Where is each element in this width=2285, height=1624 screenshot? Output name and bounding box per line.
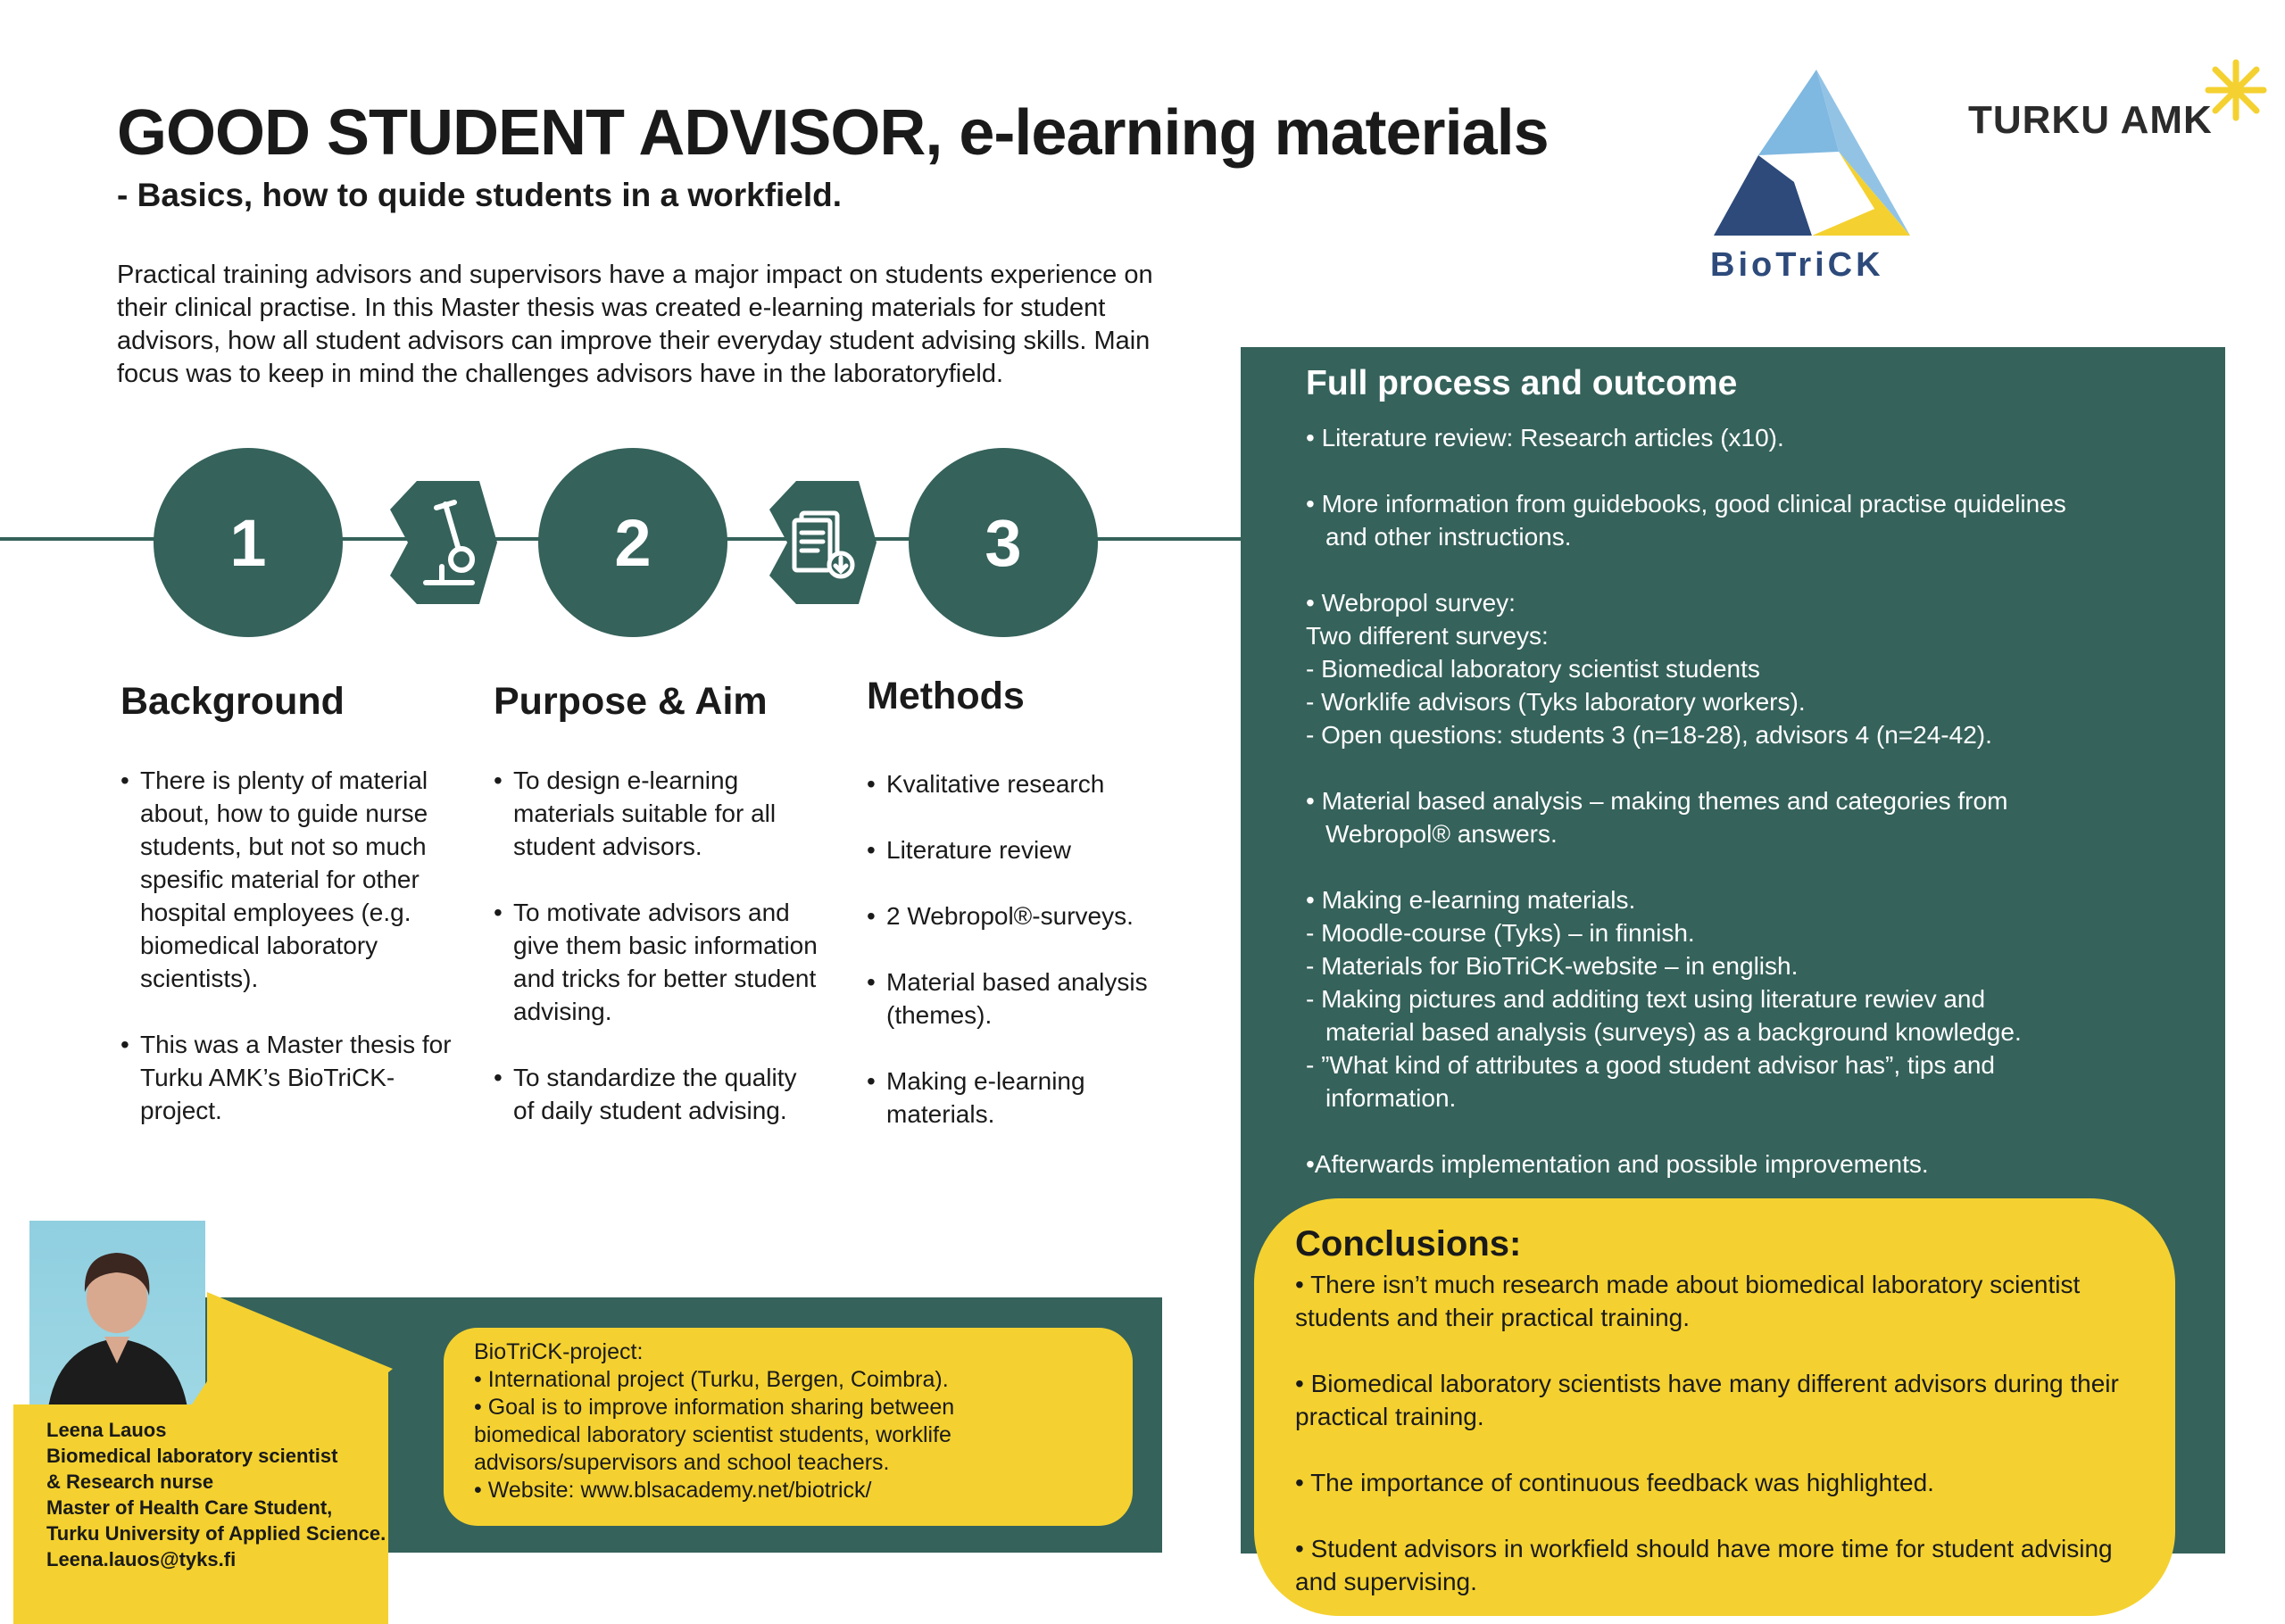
process-line: - Worklife advisors (Tyks laboratory workers). xyxy=(1306,688,1806,716)
process-line: and other instructions. xyxy=(1325,523,1572,551)
list-item: • 2 Webropol®-surveys. xyxy=(867,899,1188,932)
methods-list xyxy=(867,767,1188,1164)
conclusion-item: • The importance of continuous feedback was highlighted. xyxy=(1295,1469,1934,1496)
conclusion-item: • Student advisors in workfield should have more time for student advising and supervising. xyxy=(1295,1535,2113,1595)
step-1-circle: 1 xyxy=(154,448,343,637)
background-heading: Background xyxy=(120,680,345,723)
process-text xyxy=(1306,421,2198,1181)
process-line: Webropol® answers. xyxy=(1325,820,1558,848)
process-line: - Materials for BioTriCK-website – in english. xyxy=(1306,952,1799,980)
conclusions-box xyxy=(1254,1198,2175,1616)
author-info xyxy=(46,1417,386,1572)
process-line: material based analysis (surveys) as a background knowledge. xyxy=(1325,1018,2022,1046)
project-info-box xyxy=(444,1328,1133,1526)
microscope-icon xyxy=(390,477,497,608)
author-role: Biomedical laboratory scientist xyxy=(46,1445,338,1467)
process-line: • Webropol survey: xyxy=(1306,589,1516,617)
document-download-icon xyxy=(769,477,877,608)
process-line: information. xyxy=(1325,1084,1457,1112)
author-name: Leena Lauos xyxy=(46,1419,167,1441)
poster-subtitle: - Basics, how to quide students in a workfield. xyxy=(117,177,843,213)
process-line: • Material based analysis – making themes and categories from xyxy=(1306,787,2008,815)
list-item: • To motivate advisors and give them basic information and tricks for better student advising. xyxy=(494,896,824,1028)
purpose-heading: Purpose & Aim xyxy=(494,680,768,723)
star-asterisk-icon xyxy=(2205,59,2267,121)
list-item: • Kvalitative research xyxy=(867,767,1188,800)
project-line: advisors/supervisors and school teachers. xyxy=(474,1450,890,1475)
process-line: - Open questions: students 3 (n=18-28), advisors 4 (n=24-42). xyxy=(1306,721,1992,749)
step-3-circle: 3 xyxy=(909,448,1098,637)
project-line: • Goal is to improve information sharing between xyxy=(474,1395,955,1420)
step-2-circle: 2 xyxy=(538,448,727,637)
process-line: - Moodle-course (Tyks) – in finnish. xyxy=(1306,919,1695,947)
purpose-list xyxy=(494,764,824,1160)
list-item: • To design e-learning materials suitable for all student advisors. xyxy=(494,764,824,863)
process-line: • Literature review: Research articles (x10). xyxy=(1306,424,1784,452)
author-role: Master of Health Care Student, xyxy=(46,1496,333,1519)
biotrick-logo-icon xyxy=(1705,66,1919,244)
list-item: • This was a Master thesis for Turku AMK’s BioTriCK-project. xyxy=(120,1028,455,1127)
project-line: biomedical laboratory scientist students, worklife xyxy=(474,1422,951,1447)
list-item: • Literature review xyxy=(867,833,1188,866)
process-line: - Making pictures and additing text using literature rewiev and xyxy=(1306,985,1986,1013)
conclusion-item: • There isn’t much research made about biomedical laboratory scientist students and their practical training. xyxy=(1295,1271,2081,1331)
methods-heading: Methods xyxy=(867,675,1025,717)
list-item: • To standardize the quality of daily student advising. xyxy=(494,1061,824,1127)
process-line: - ”What kind of attributes a good student advisor has”, tips and xyxy=(1306,1051,1995,1079)
intro-paragraph: Practical training advisors and supervisors have a major impact on students experience on their clinical practise. In this Master thesis was created e-learning materials for student advisors, how all student advisors can improve their everyday student advising skills. Main focus was to keep in mind the challenges advisors have in the laboratoryfield. xyxy=(117,261,1153,388)
process-line: • More information from guidebooks, good clinical practise quidelines xyxy=(1306,490,2066,518)
conclusions-heading: Conclusions: xyxy=(1295,1224,1522,1264)
process-line: Two different surveys: xyxy=(1306,622,1549,650)
poster-title: GOOD STUDENT ADVISOR, e-learning materials xyxy=(117,97,1549,169)
list-item: • Making e-learning materials. xyxy=(867,1065,1188,1131)
author-role: & Research nurse xyxy=(46,1471,214,1493)
background-list xyxy=(120,764,455,1160)
turku-amk-logo-text: TURKU AMK xyxy=(1968,98,2213,142)
process-heading: Full process and outcome xyxy=(1306,364,1738,402)
process-line: - Biomedical laboratory scientist students xyxy=(1306,655,1760,683)
author-email: Leena.lauos@tyks.fi xyxy=(46,1548,237,1570)
project-line: BioTriCK-project: xyxy=(474,1339,644,1364)
list-item: • There is plenty of material about, how to guide nurse students, but not so much spesific material for other hospital employees (e.g. biomedical laboratory scientists). xyxy=(120,764,455,995)
project-line: • International project (Turku, Bergen, Coimbra). xyxy=(474,1367,949,1392)
conclusion-item: • Biomedical laboratory scientists have many different advisors during their practical training. xyxy=(1295,1370,2119,1430)
list-item: • Material based analysis (themes). xyxy=(867,965,1188,1032)
process-line: •Afterwards implementation and possible improvements. xyxy=(1306,1150,1929,1178)
process-line: • Making e-learning materials. xyxy=(1306,886,1636,914)
project-line: • Website: www.blsacademy.net/biotrick/ xyxy=(474,1478,872,1503)
biotrick-logo-text: BioTriCK xyxy=(1710,246,1884,284)
author-role: Turku University of Applied Science. xyxy=(46,1522,386,1545)
